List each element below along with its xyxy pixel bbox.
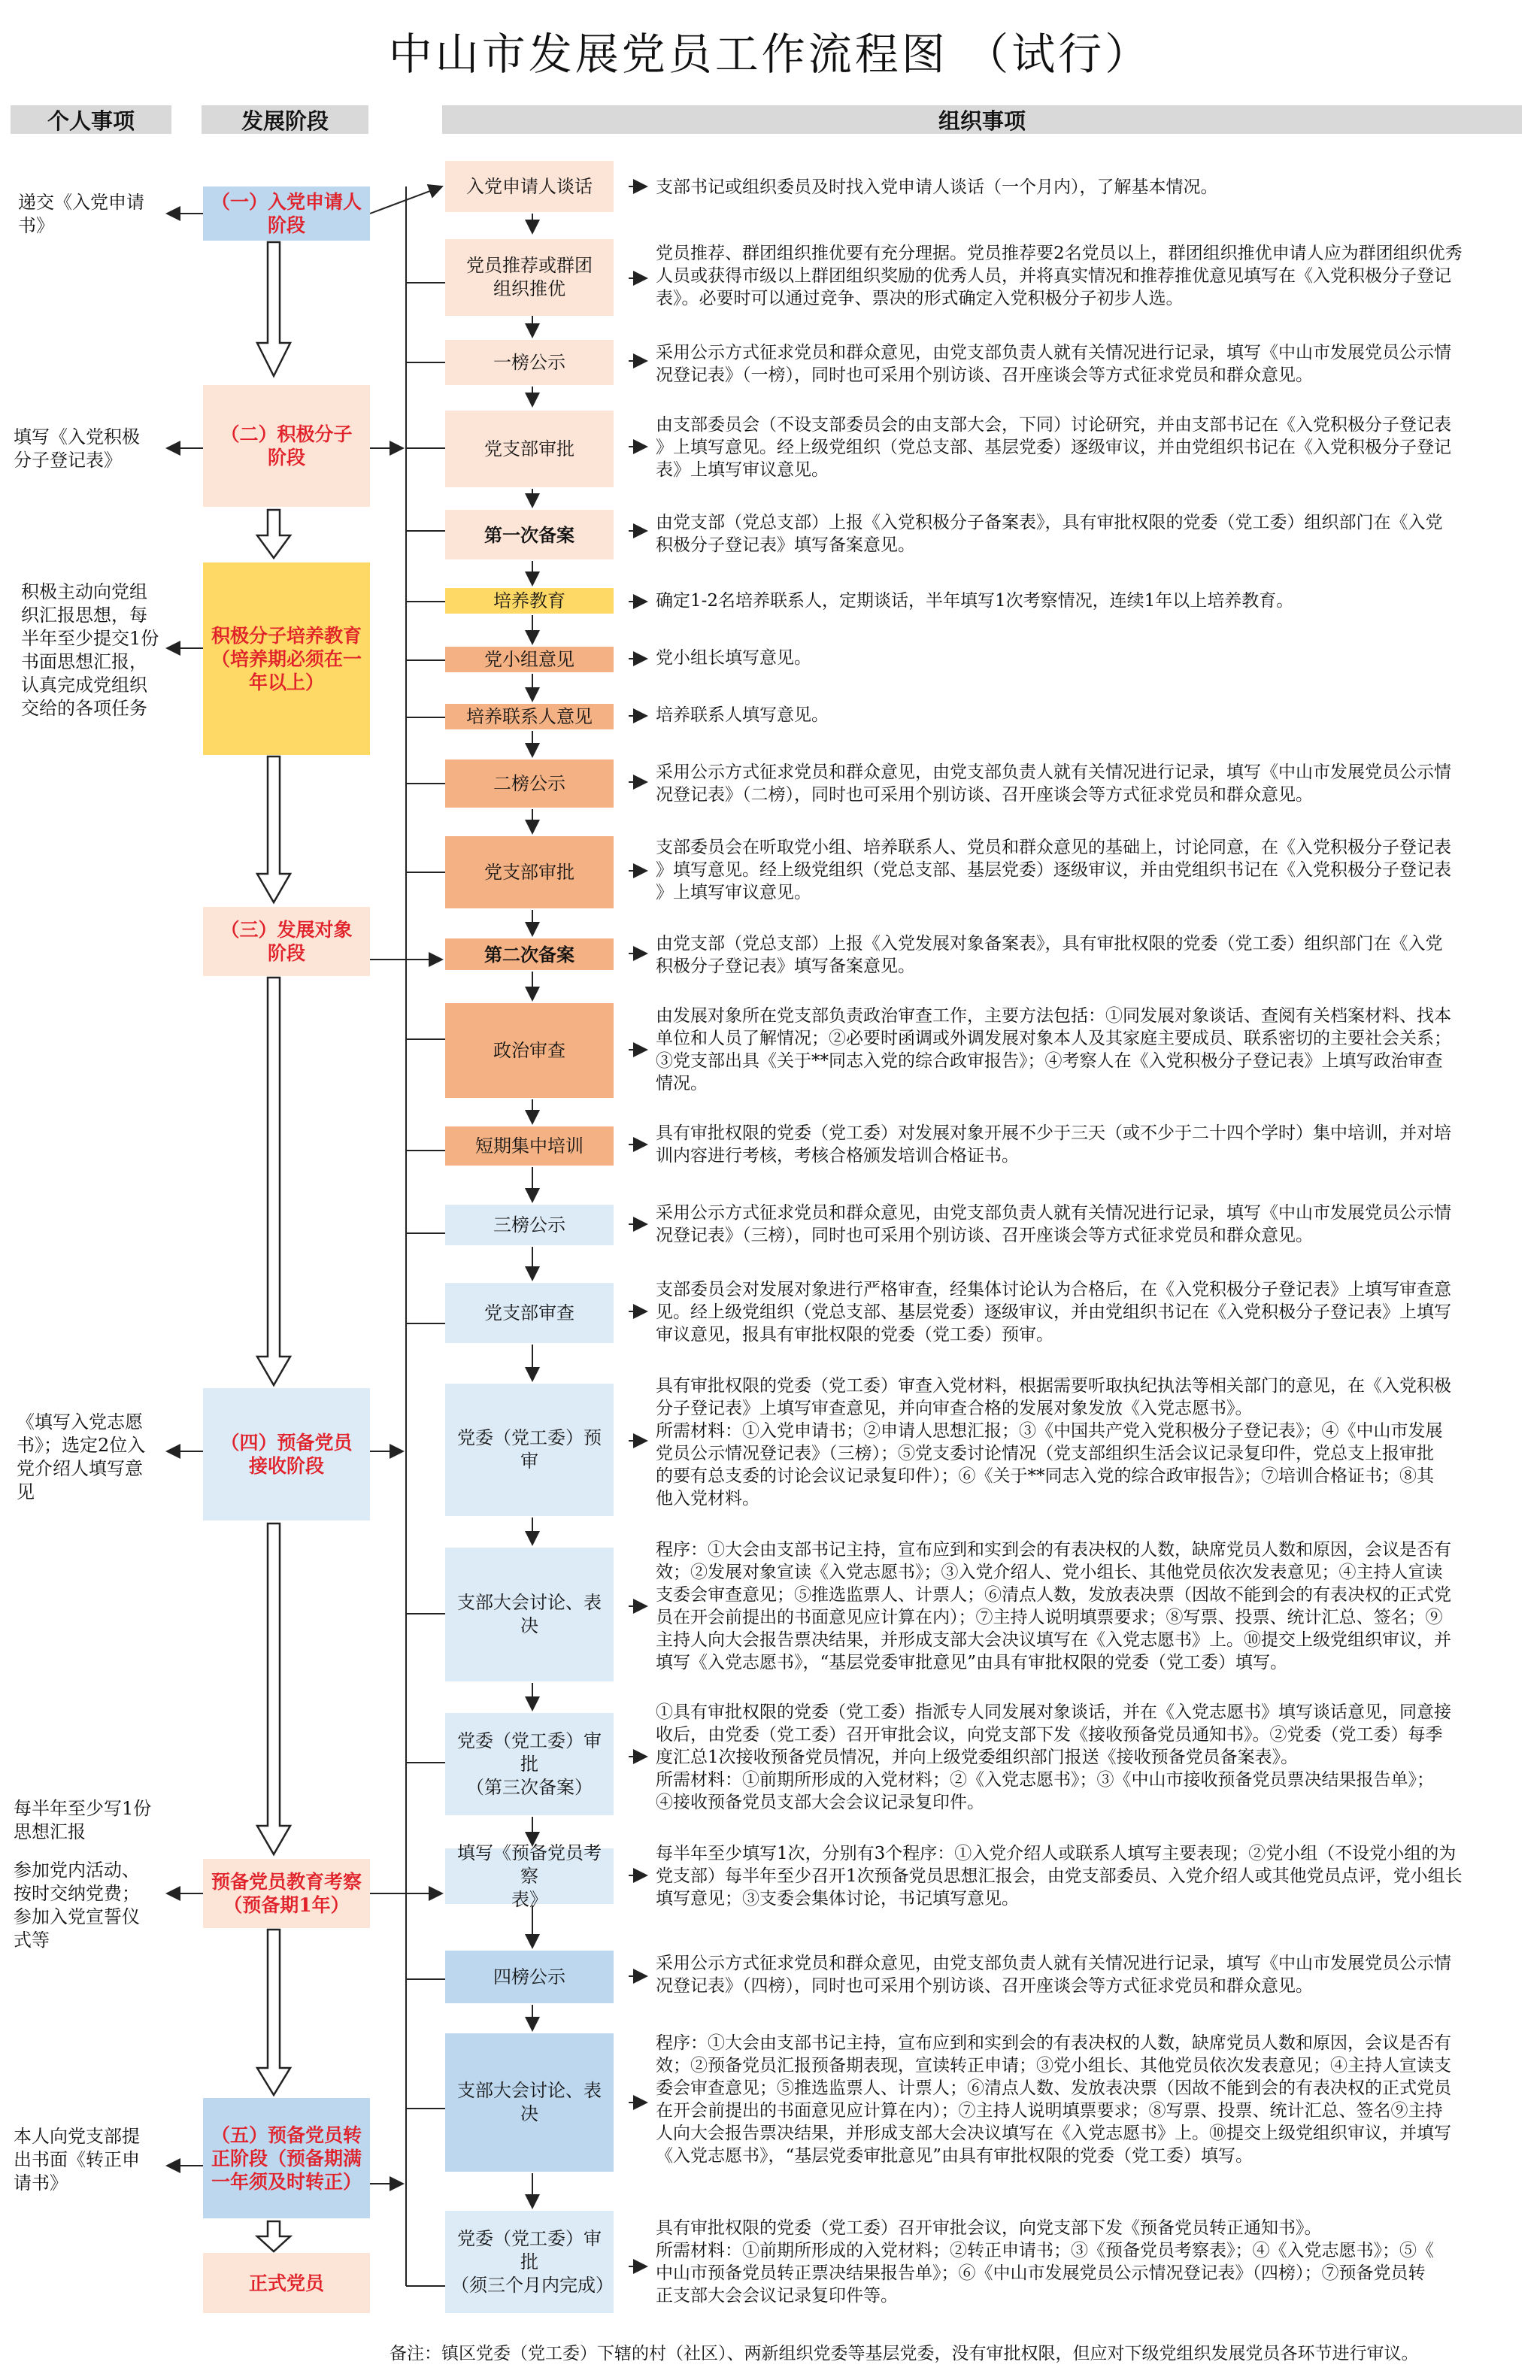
step-box: 培养联系人意见: [445, 704, 614, 729]
stage-development-target: [203, 907, 370, 976]
stage-full-membership: [203, 2098, 370, 2218]
step-box: 党员推荐或群团 组织推优: [445, 239, 614, 316]
step-box: 党委（党工委）预 审: [445, 1384, 614, 1516]
stage-activist: [203, 385, 370, 507]
step-description: 培养联系人填写意见。: [656, 705, 829, 725]
step-description: 由党支部（党总支部）上报《入党积极分子备案表》，具有审批权限的党委（党工委）组织部门在《入党 积极分子登记表》填写备案意见。: [656, 513, 1443, 555]
header-stage: 发展阶段: [202, 105, 368, 134]
step-box: 党小组意见: [445, 647, 614, 672]
personal-item: 《填写入党志愿 书》；选定2位入 党介绍人填写意 见: [17, 1411, 146, 1502]
step-box: 党支部审查: [445, 1283, 614, 1343]
step-description: 程序：①大会由支部书记主持，宣布应到和实到会的有表决权的人数，缺席党员人数和原因，会议是否有 效；②发展对象宣读《入党志愿书》；③入党介绍人、党小组长、其他党员依次发表意见；④主持人宣读 支委会审查意见；⑤推选监票人、计票人；⑥清点人数，发放表决票（因故不能到会的有表决权的正式党 员在开会前提出的书面意见应计算在内）；⑦主持人说明填票要求；⑧写票、投票、统计汇总、签名；⑨ 主持人向大会报告票决结果，并形成支部大会决议填写在《入党志愿书》上。⑩提交上级党组织审议，并 填写《入党志愿书》，“基层党委审批意见”由具有审批权限的党委（党工委）填写。: [656, 1540, 1451, 1672]
step-box: 一榜公示: [445, 340, 614, 385]
step-description: 由支部委员会（不设支部委员会的由支部大会，下同）讨论研究，并由支部书记在《入党积极分子登记表 》上填写意见。经上级党组织（党总支部、基层党委）逐级审议，并由党组织书记在《入党积极分子登记 表》上填写审议意见。: [656, 415, 1451, 480]
stage-label: （一）入党申请人 阶段: [211, 191, 362, 236]
stage-label: 预备党员教育考察 （预备期1年）: [211, 1871, 362, 1916]
personal-item: 积极主动向党组 织汇报思想，每 半年至少提交1份 书面思想汇报， 认真完成党组织 交给的各项任务: [21, 581, 159, 719]
step-description: 支部委员会在听取党小组、培养联系人、党员和群众意见的基础上，讨论同意，在《入党积极分子登记表 》填写意见。经上级党组织（党总支部、基层党委）逐级审议，并由党组织书记在《入党积极分子登记表 》上填写审议意见。: [656, 838, 1451, 902]
step-box: 二榜公示: [445, 759, 614, 808]
step-description: 采用公示方式征求党员和群众意见，由党支部负责人就有关情况进行记录，填写《中山市发展党员公示情 况登记表》（一榜），同时也可采用个别访谈、召开座谈会等方式征求党员和群众意见。: [656, 343, 1451, 385]
step-description: 程序：①大会由支部书记主持，宣布应到和实到会的有表决权的人数，缺席党员人数和原因，会议是否有 效；②预备党员汇报预备期表现，宣读转正申请；③党小组长、其他党员依次发表意见；④主持人宣读支 委会审查意见；⑤推选监票人、计票人；⑥清点人数、发放表决票（因故不能到会的有表决权的正式党员 在开会前提出的书面意见应计算在内）；⑦主持人说明填票要求；⑧写票、投票、统计汇总、签名⑨主持 人向大会报告票决结果，并形成支部大会决议填写在《入党志愿书》上。⑩提交上级党组织审议，并填写 《入党志愿书》，“基层党委审批意见”由具有审批权限的党委（党工委）填写。: [656, 2033, 1451, 2166]
stage-label: （三）发展对象 阶段: [220, 919, 353, 964]
step-box: 第一次备案: [445, 510, 614, 559]
stage-activist-training: [203, 562, 370, 755]
stage-probationary-education: [203, 1859, 370, 1928]
step-box: 培养教育: [445, 588, 614, 614]
step-description: 具有审批权限的党委（党工委）对发展对象开展不少于三天（或不少于二十四个学时）集中培训，并对培 训内容进行考核，考核合格颁发培训合格证书。: [656, 1123, 1451, 1166]
step-box: 四榜公示: [445, 1951, 614, 2003]
stage-applicant: [203, 186, 370, 241]
stage-label: 正式党员: [248, 2272, 324, 2294]
stage-label: 积极分子培养教育 （培养期必须在一 年以上）: [211, 624, 362, 693]
step-box: 三榜公示: [445, 1205, 614, 1245]
personal-item: 每半年至少写1份 思想汇报: [14, 1798, 152, 1842]
step-box: 党委（党工委）审批 （第三次备案）: [445, 1713, 614, 1815]
step-description: 具有审批权限的党委（党工委）召开审批会议，向党支部下发《预备党员转正通知书》。 所需材料：①前期所形成的入党材料；②转正申请书；③《预备党员考察表》；④《入党志愿书》；⑤《 中山市预备党员转正票决结果报告单》；⑥《中山市发展党员公示情况登记表》（四榜）；⑦预备党员转 正支部大会会议记录复印件等。: [656, 2218, 1434, 2306]
header-personal: 个人事项: [11, 105, 171, 134]
page-title: 中山市发展党员工作流程图 （试行）: [388, 29, 1152, 80]
step-description: 支部书记或组织委员及时找入党申请人谈话（一个月内），了解基本情况。: [656, 177, 1218, 197]
step-description: 支部委员会对发展对象进行严格审查，经集体讨论认为合格后，在《入党积极分子登记表》上填写审查意 见。经上级党组织（党总支部、基层党委）逐级审议，并由党组织书记在《入党积极分子登记表》上填写 审议意见，报具有审批权限的党委（党工委）预审。: [656, 1280, 1451, 1345]
stage-probationary-admission: [203, 1388, 370, 1520]
personal-item: 本人向党支部提 出书面《转正申 请书》: [14, 2126, 140, 2194]
step-box: 政治审查: [445, 1003, 614, 1098]
footnote: 备注：镇区党委（党工委）下辖的村（社区）、两新组织党委等基层党委，没有审批权限，但应对下级党组织发展党员各环节进行审议。: [390, 2344, 1419, 2363]
step-description: 由党支部（党总支部）上报《入党发展对象备案表》，具有审批权限的党委（党工委）组织部门在《入党 积极分子登记表》填写备案意见。: [656, 934, 1443, 976]
stage-label: （二）积极分子 阶段: [220, 423, 353, 468]
step-box: 党支部审批: [445, 836, 614, 908]
header-org: 组织事项: [442, 105, 1522, 134]
step-box: 党支部审批: [445, 411, 614, 487]
step-description: 党员推荐、群团组织推优要有充分理据。党员推荐要2名党员以上，群团组织推优申请人应为群团组织优秀 人员或获得市级以上群团组织奖励的优秀人员，并将真实情况和推荐推优意见填写在《入党积极分子登记 表》。必要时可以通过竞争、票决的形式确定入党积极分子初步人选。: [656, 244, 1463, 308]
personal-item: 填写《入党积极 分子登记表》: [14, 426, 140, 471]
step-description: 采用公示方式征求党员和群众意见，由党支部负责人就有关情况进行记录，填写《中山市发展党员公示情 况登记表》（四榜），同时也可采用个别访谈、召开座谈会等方式征求党员和群众意见。: [656, 1954, 1451, 1996]
step-box: 第二次备案: [445, 938, 614, 970]
step-box: 短期集中培训: [445, 1126, 614, 1166]
step-box: 党委（党工委）审批 （须三个月内完成）: [445, 2211, 614, 2313]
step-description: 党小组长填写意见。: [656, 648, 811, 668]
stage-full-member: [203, 2253, 370, 2313]
personal-item: 递交《入党申请 书》: [18, 192, 144, 236]
step-description: ①具有审批权限的党委（党工委）指派专人同发展对象谈话，并在《入党志愿书》填写谈话意见，同意接 收后，由党委（党工委）召开审批会议，向党支部下发《接收预备党员通知书》。②党委（党工委）每季 度汇总1次接收预备党员情况，并向上级党委组织部门报送《接收预备党员备案表》。 所需材料：①前期所形成的入党材料；②《入党志愿书》；③《中山市接收预备党员票决结果报告单》； ④接收预备党员支部大会会议记录复印件。: [656, 1702, 1451, 1812]
step-description: 采用公示方式征求党员和群众意见，由党支部负责人就有关情况进行记录，填写《中山市发展党员公示情 况登记表》（三榜），同时也可采用个别访谈、召开座谈会等方式征求党员和群众意见。: [656, 1203, 1451, 1245]
step-description: 每半年至少填写1次，分别有3个程序：①入党介绍人或联系人填写主要表现；②党小组（不设党小组的为 党支部）每半年至少召开1次预备党员思想汇报会，由党支部委员、入党介绍人或其他党员点评，党小组长 填写意见；③支委会集体讨论，书记填写意见。: [656, 1844, 1463, 1909]
step-box: 填写《预备党员考察 表》: [445, 1848, 614, 1904]
personal-item: 参加党内活动、 按时交纳党费； 参加入党宣誓仪 式等: [14, 1860, 140, 1951]
step-box: 支部大会讨论、表决: [445, 1548, 614, 1681]
step-box: 支部大会讨论、表决: [445, 2033, 614, 2172]
step-description: 采用公示方式征求党员和群众意见，由党支部负责人就有关情况进行记录，填写《中山市发展党员公示情 况登记表》（二榜），同时也可采用个别访谈、召开座谈会等方式征求党员和群众意见。: [656, 763, 1451, 805]
step-description: 由发展对象所在党支部负责政治审查工作，主要方法包括：①同发展对象谈话、查阅有关档案材料、找本 单位和人员了解情况；②必要时函调或外调发展对象本人及其家庭主要成员、联系密切的主要社会关系； ③党支部出具《关于**同志入党的综合政审报告》；④考察人在《入党积极分子登记表》上填写政治审查 情况。: [656, 1006, 1451, 1093]
step-box: 入党申请人谈话: [445, 161, 614, 212]
step-description: 具有审批权限的党委（党工委）审查入党材料，根据需要听取执纪执法等相关部门的意见，在《入党积极 分子登记表》上填写审查意见，并向审查合格的发展对象发放《入党志愿书》。 所需材料：①入党申请书；②申请人思想汇报；③《中国共产党入党积极分子登记表》；④《中山市发展 党员公示情况登记表》（三榜）；⑤党支委讨论情况（党支部组织生活会议记录复印件，党总支上报审批 的要有总支委的讨论会议记录复印件）；⑥《关于**同志入党的综合政审报告》；⑦培训合格证书；⑧其 他入党材料。: [656, 1376, 1451, 1508]
stage-label: （四）预备党员 接收阶段: [220, 1432, 353, 1477]
stage-label: （五）预备党员转 正阶段（预备期满 一年须及时转正）: [211, 2124, 362, 2193]
step-description: 确定1-2名培养联系人，定期谈话，半年填写1次考察情况，连续1年以上培养教育。: [656, 591, 1294, 611]
